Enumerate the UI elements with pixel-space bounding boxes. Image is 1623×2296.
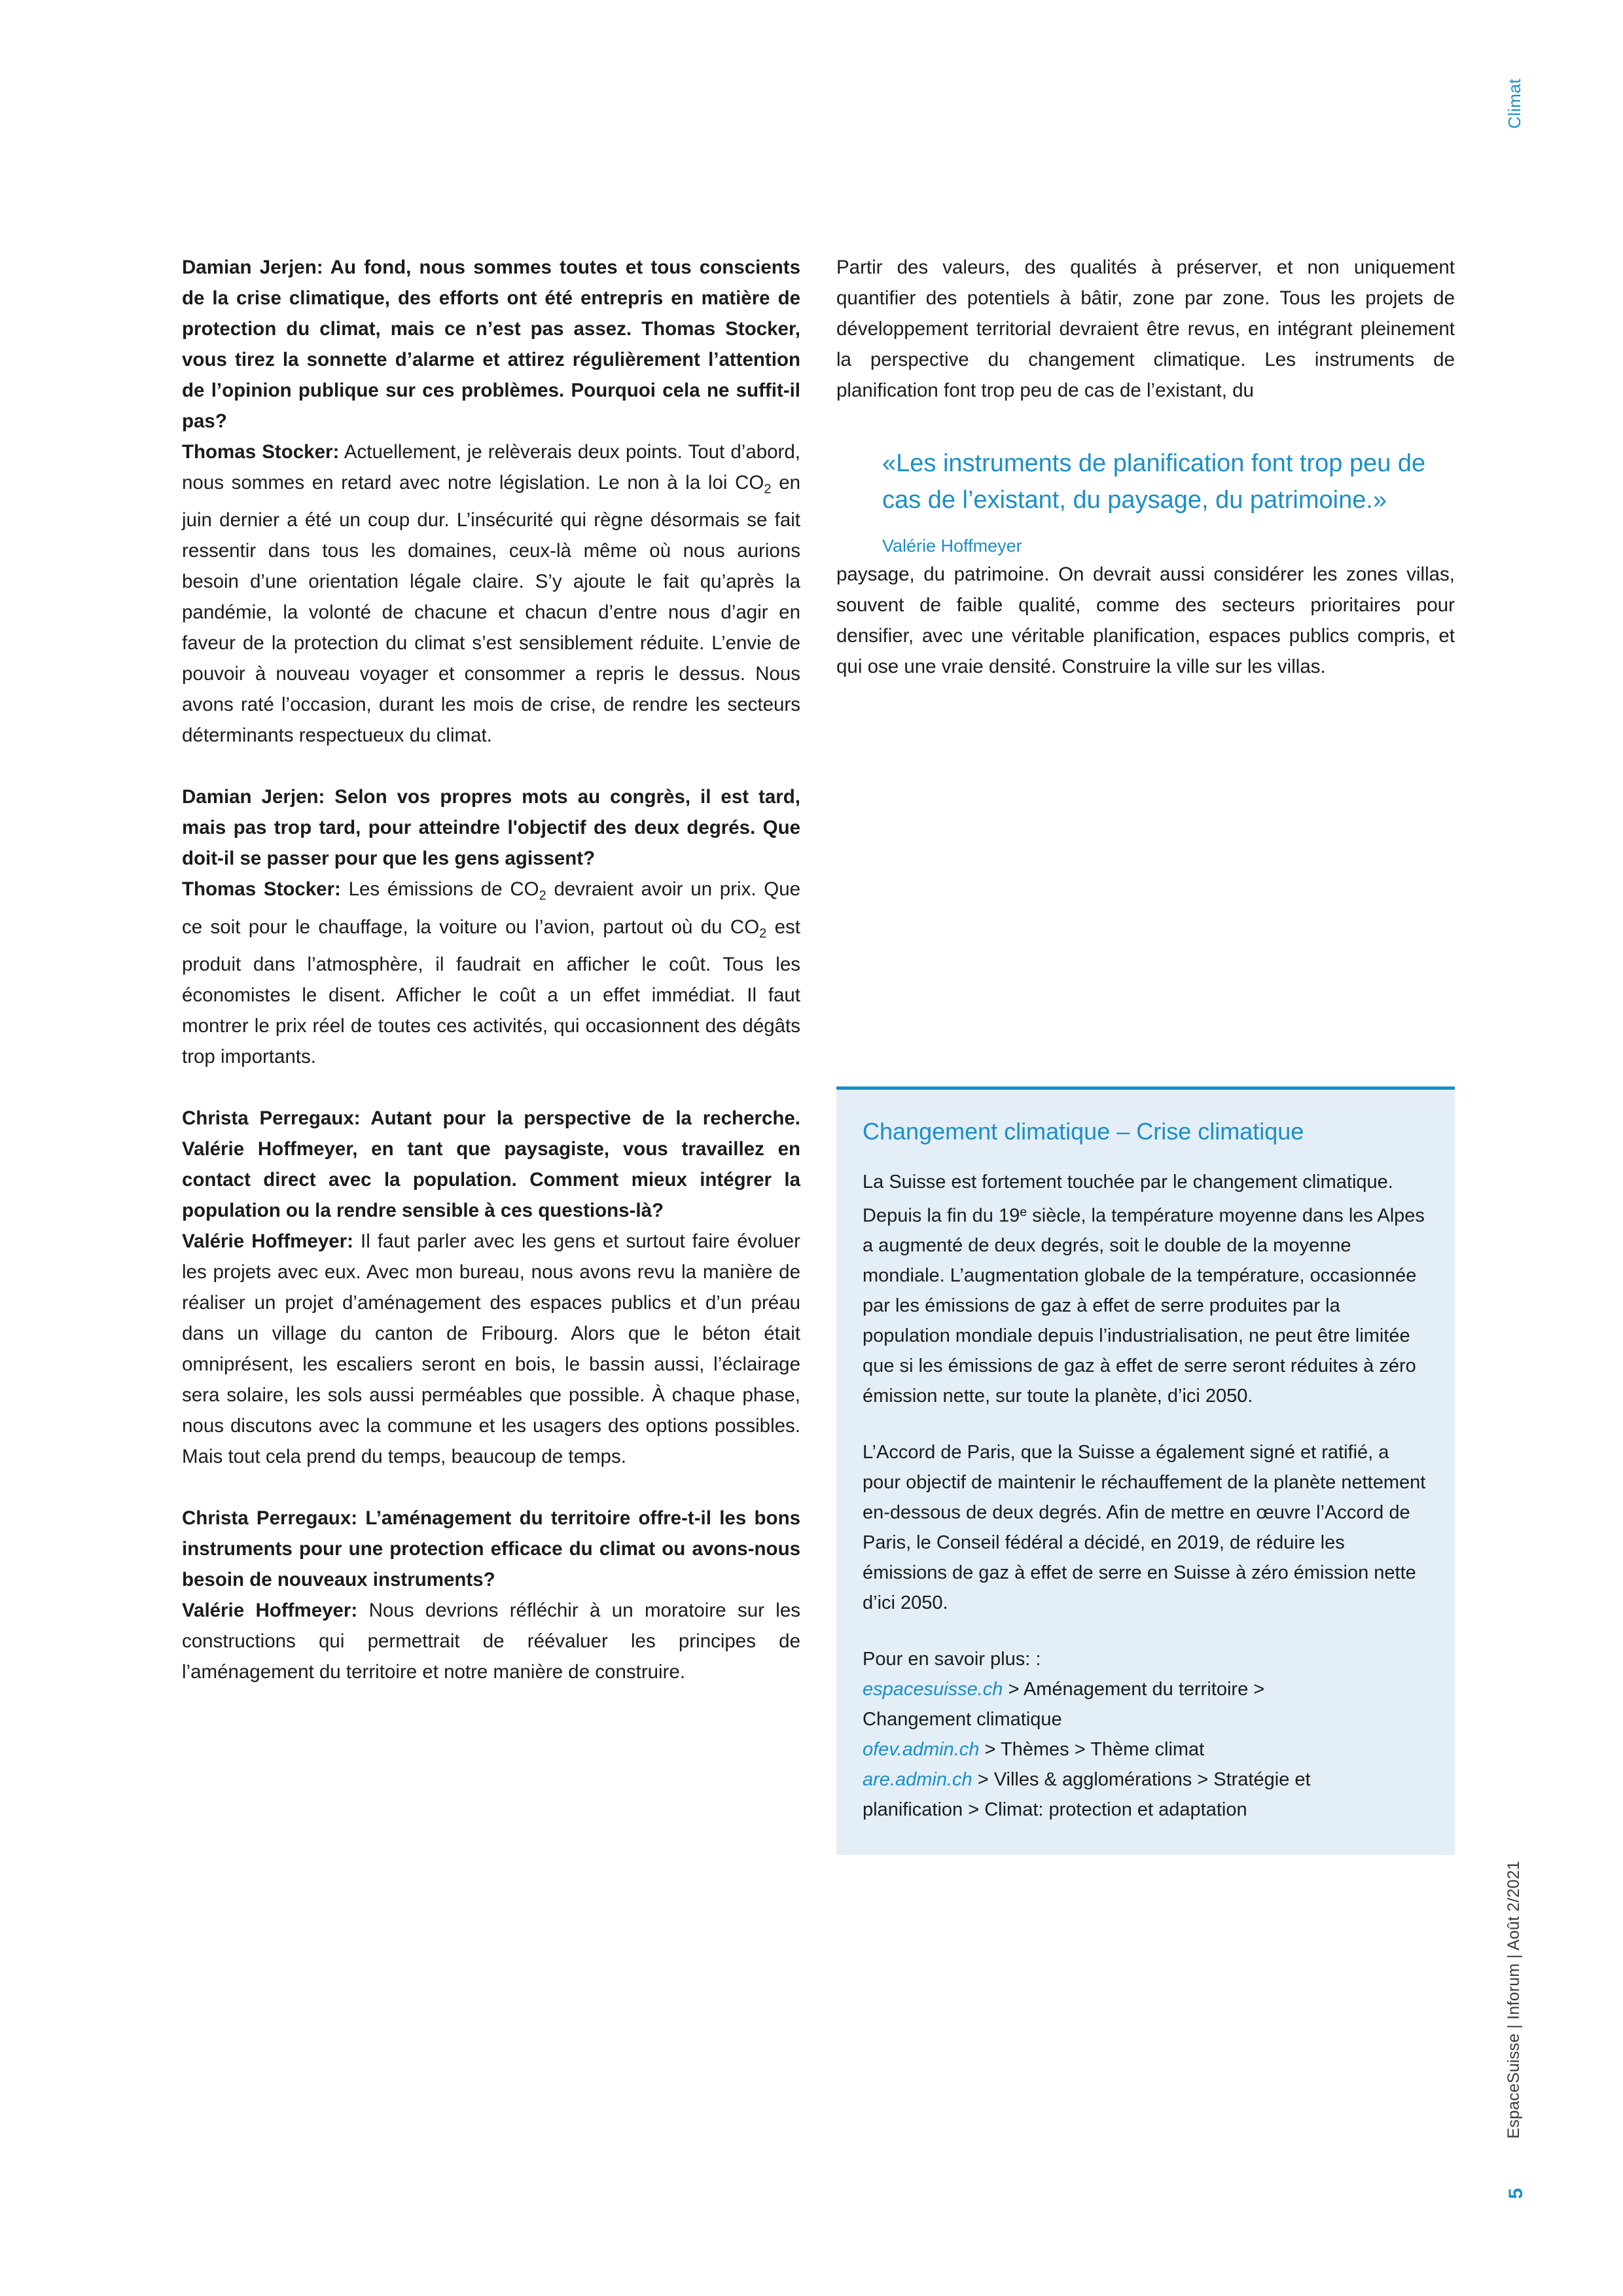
question-1: Damian Jerjen: Au fond, nous sommes toutes et tous conscients de la crise climatique, des efforts ont été entrepris en matière de protection du climat, mais ce n’est pas assez. Thomas Stocker, vous tirez la sonnette d’alarme et attirez régulièrement l’attention de l’opinion publique sur ces problèmes. Pourquoi cela ne suffit-il pas? xyxy=(182,257,800,432)
info-link-line-5 xyxy=(863,1795,1429,1825)
info-p1-part-b: siècle, la température moyenne dans les Alpes a augmenté de deux degrés, soit le double de la moyenne mondiale. L’augmentation globale de la température, occasionnée par les émissions de gaz à effet de serre produites par la population mondiale depuis l’industrialisation, ne peut être limitée que si les émissions de gaz à effet de serre seront réduites à zéro émission nette, sur toute la planète, d’ici 2050. xyxy=(863,1205,1425,1407)
question-4: Christa Perregaux: L’aménagement du territoire offre-t-il les bons instruments pour une protection efficace du climat ou avons-nous besoin de nouveaux instruments? xyxy=(182,1507,800,1591)
info-box-paragraph-1 xyxy=(863,1167,1429,1411)
answer-2-part3: est produit dans l’atmosphère, il faudrait en afficher le coût. Tous les économistes le disent. Afficher le coût a un effet immédiat. Il faut montrer le prix réel de toutes ces activités, qui occasionnent des dégâts trop importants. xyxy=(182,916,800,1068)
right-after-quote-paragraph: paysage, du patrimoine. On devrait aussi considérer les zones villas, souvent de faible qualité, comme des secteurs prioritaires pour densifier, avec une véritable planification, espaces publics compris, et qui ose une vraie densité. Construire la ville sur les villas. xyxy=(836,564,1455,677)
answer-2-sub1: 2 xyxy=(539,888,546,903)
answer-3-part1: Il faut parler avec les gens et surtout faire évoluer les projets avec eux. Avec mon bureau, nous avons revu la manière de réaliser un projet d’aménagement des espaces publics et d’un préau dans un village du canton de Fribourg. Alors que le béton était omniprésent, les escaliers seront en bois, le bassin aussi, l’éclairage sera solaire, les sols aussi perméables que possible. À chaque phase, nous discutons avec la commune et les usagers des options possibles. Mais tout cela prend du temps, beaucoup de temps. xyxy=(182,1230,801,1468)
answer-4-part1: Nous devrions réfléchir à un moratoire sur les constructions qui permettrait de réévaluer les principes de l’aménagement du territoire et notre manière de construire. xyxy=(182,1600,801,1683)
answer-1-part1: Actuellement, je relèverais deux points. Tout d’abord, nous sommes en retard avec notre législation. Le non à la loi CO xyxy=(182,441,800,493)
right-intro-paragraph: Partir des valeurs, des qualités à préserver, et non uniquement quantifier des potentiels à bâtir, zone par zone. Tous les projets de développement territorial devraient être revus, en intégrant pleinement la perspective du changement climatique. Les instruments de planification font trop peu de cas de l’existant, du xyxy=(836,257,1455,401)
info-link-line-2 xyxy=(863,1704,1429,1734)
answer-1-part2: en juin dernier a été un coup dur. L’insécurité qui règne désormais se fait ressentir dans tous les domaines, ceux-là même où nous aurions besoin d’une orientation légale claire. S’y ajoute le fait qu’après la pandémie, la volonté de chacune et chacun d’entre nous d’agir en faveur de la protection du climat s’est sensiblement réduite. L’envie de pouvoir à nouveau voyager et consommer a repris le dessus. Nous avons raté l’occasion, durant les mois de crise, de rendre les secteurs déterminants respectueux du climat. xyxy=(182,472,801,747)
link-path-2: Changement climatique xyxy=(863,1709,1062,1731)
pull-quote-text: «Les instruments de planification font trop peu de cas de l’existant, du paysage, du patrimoine.» xyxy=(882,450,1426,514)
right-text-column xyxy=(836,252,1455,682)
answer-1-sub1: 2 xyxy=(764,482,772,497)
info-link-line-3 xyxy=(863,1734,1429,1765)
answer-2-part1: Les émissions de CO xyxy=(340,878,539,901)
answer-4 xyxy=(182,1595,800,1687)
link-path-1: > Aménagement du territoire > xyxy=(1003,1679,1265,1700)
speaker-name-3: Valérie Hoffmeyer: xyxy=(182,1230,353,1253)
info-box xyxy=(836,1086,1455,1855)
paragraph-gap xyxy=(182,1072,800,1103)
question-3: Christa Perregaux: Autant pour la perspective de la recherche. Valérie Hoffmeyer, en tant que paysagiste, vous travaillez en contact direct avec la population. Comment mieux intégrer la population ou la rendre sensible à ces questions-là? xyxy=(182,1107,800,1222)
link-are[interactable]: are.admin.ch xyxy=(863,1769,972,1791)
link-ofev[interactable]: ofev.admin.ch xyxy=(863,1739,980,1761)
answer-2 xyxy=(182,874,800,1072)
info-p1-part-a: La Suisse est fortement touchée par le changement climatique. Depuis la fin du 19 xyxy=(863,1172,1393,1227)
info-p1-superscript: e xyxy=(1020,1205,1027,1219)
question-2: Damian Jerjen: Selon vos propres mots au congrès, il est tard, mais pas trop tard, pour atteindre l'objectif des deux degrés. Que doit-il se passer pour que les gens agissent? xyxy=(182,786,800,870)
info-more-label: Pour en savoir plus: : xyxy=(863,1649,1041,1670)
info-box-links xyxy=(863,1644,1429,1825)
link-path-5: planification > Climat: protection et adaptation xyxy=(863,1799,1247,1821)
answer-2-sub2: 2 xyxy=(759,926,767,941)
pull-quote xyxy=(836,445,1455,559)
speaker-name-4: Valérie Hoffmeyer: xyxy=(182,1600,358,1622)
info-link-line-4 xyxy=(863,1765,1429,1795)
info-link-line-1 xyxy=(863,1674,1429,1704)
link-espacesuisse[interactable]: espacesuisse.ch xyxy=(863,1679,1003,1700)
speaker-name-2: Thomas Stocker: xyxy=(182,878,341,901)
paragraph-gap xyxy=(182,751,800,781)
pull-quote-author: Valérie Hoffmeyer xyxy=(882,536,1022,556)
paragraph-gap xyxy=(182,1472,800,1503)
answer-3 xyxy=(182,1226,800,1472)
page-number: 5 xyxy=(1505,2188,1527,2199)
info-box-title: Changement climatique – Crise climatique xyxy=(863,1118,1304,1145)
speaker-name-1: Thomas Stocker: xyxy=(182,441,340,463)
link-path-3: > Thèmes > Thème climat xyxy=(979,1739,1205,1761)
page-footer-line: EspaceSuisse | Inforum | Août 2/2021 xyxy=(1505,1861,1523,2139)
answer-2-part2: devraient avoir un prix. Que ce soit pour le chauffage, la voiture ou l’avion, partout où du CO xyxy=(182,878,801,938)
link-path-4: > Villes & agglomérations > Stratégie et xyxy=(972,1769,1311,1791)
page-rubric: Climat xyxy=(1505,79,1524,129)
answer-1 xyxy=(182,437,800,751)
info-box-paragraph-2: L’Accord de Paris, que la Suisse a également signé et ratifié, a pour objectif de maintenir le réchauffement de la planète nettement en-dessous de deux degrés. Afin de mettre en œuvre l’Accord de Paris, le Conseil fédéral a décidé, en 2019, de réduire les émissions de gaz à effet de serre en Suisse à zéro émission nette d’ici 2050. xyxy=(863,1442,1426,1614)
left-text-column xyxy=(182,252,800,1687)
